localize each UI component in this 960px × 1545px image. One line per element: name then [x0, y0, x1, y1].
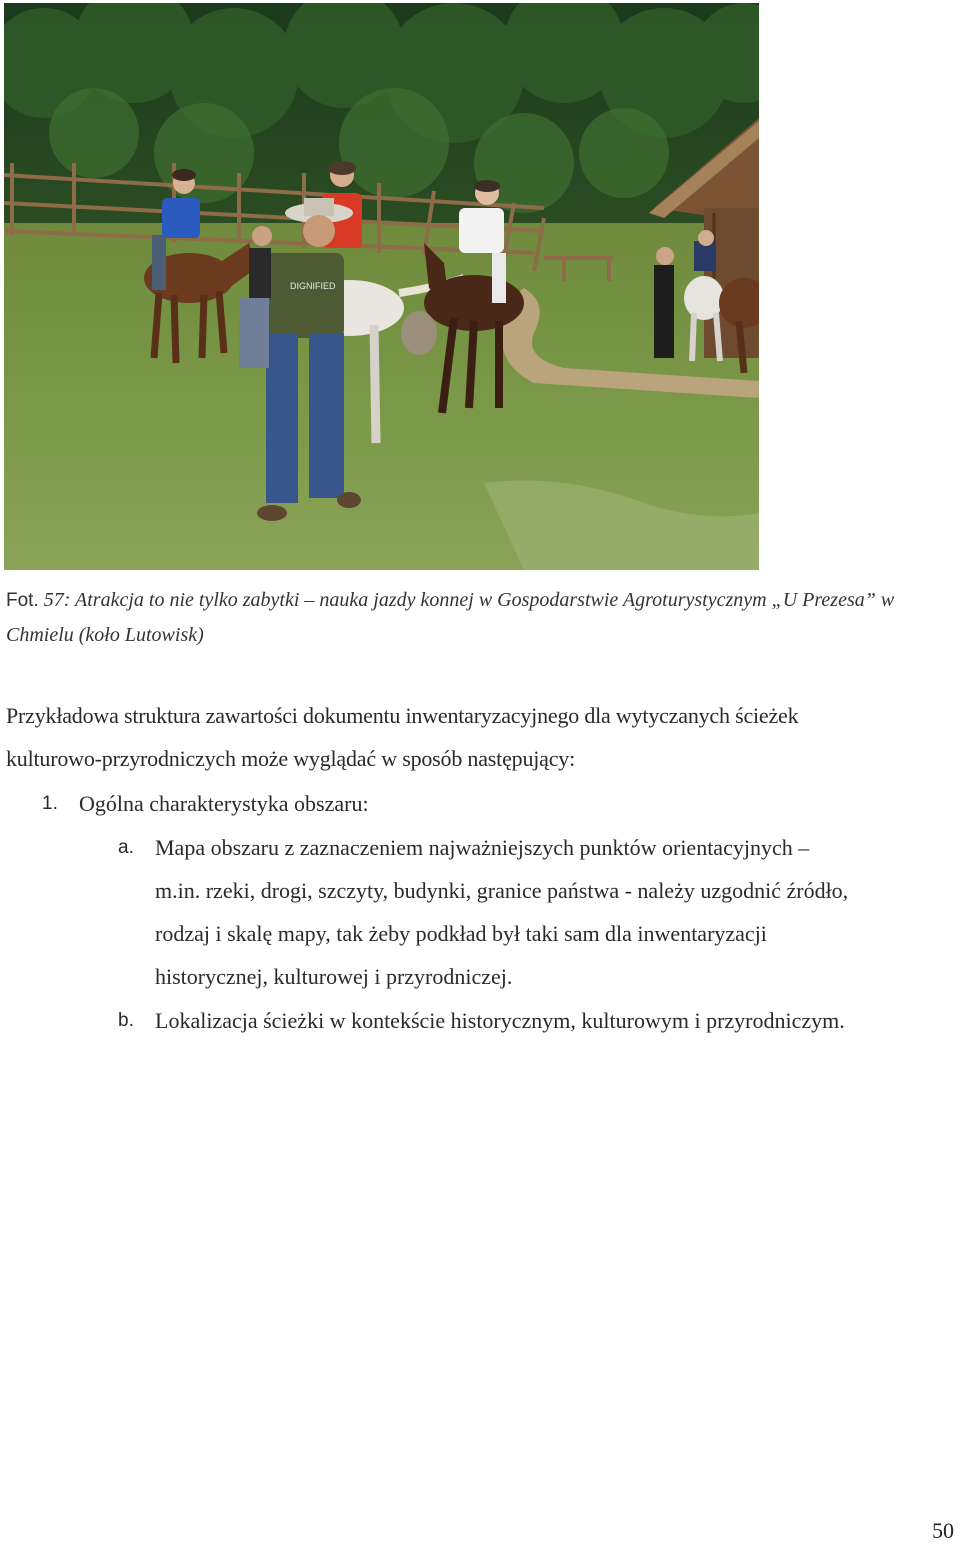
- list-item-a-line-3: rodzaj i skalę mapy, tak żeby podkład był taki sam dla inwentaryzacji: [155, 921, 767, 946]
- intro-line-1: Przykładowa struktura zawartości dokumentu inwentaryzacyjnego dla wytyczanych ścieżek: [6, 703, 799, 728]
- list-marker-a: a.: [118, 837, 134, 858]
- list-item-1-text: Ogólna charakterystyka obszaru:: [79, 791, 369, 816]
- rock: [401, 311, 437, 355]
- photo-caption: [6, 583, 956, 653]
- intro-line-2: kulturowo-przyrodniczych może wyglądać w sposób następujący:: [6, 746, 575, 771]
- horse-riding-photo: [4, 3, 759, 570]
- list-item-a-text: [155, 826, 955, 998]
- caption-text: 57: Atrakcja to nie tylko zabytki – nauka jazdy konnej w Gospodarstwie Agroturystycznym „U Prezesa” w Chmielu (koło Lutowisk): [6, 589, 895, 646]
- list-item-a-line-1: Mapa obszaru z zaznaczeniem najważniejszych punktów orientacyjnych –: [155, 835, 810, 860]
- page-number: 50: [932, 1518, 954, 1543]
- list-marker-1: 1.: [42, 793, 58, 814]
- list-marker-b: b.: [118, 1010, 134, 1031]
- list-item-a-line-2: m.in. rzeki, drogi, szczyty, budynki, granice państwa - należy uzgodnić źródło,: [155, 878, 849, 903]
- caption-label: Fot.: [6, 590, 39, 611]
- list-item-b-text: Lokalizacja ścieżki w kontekście historycznym, kulturowym i przyrodniczym.: [155, 1008, 845, 1033]
- list-item-a-line-4: historycznej, kulturowej i przyrodniczej.: [155, 964, 513, 989]
- shirt-lettering: DIGNIFIED: [290, 281, 336, 291]
- intro-paragraph: [6, 694, 956, 780]
